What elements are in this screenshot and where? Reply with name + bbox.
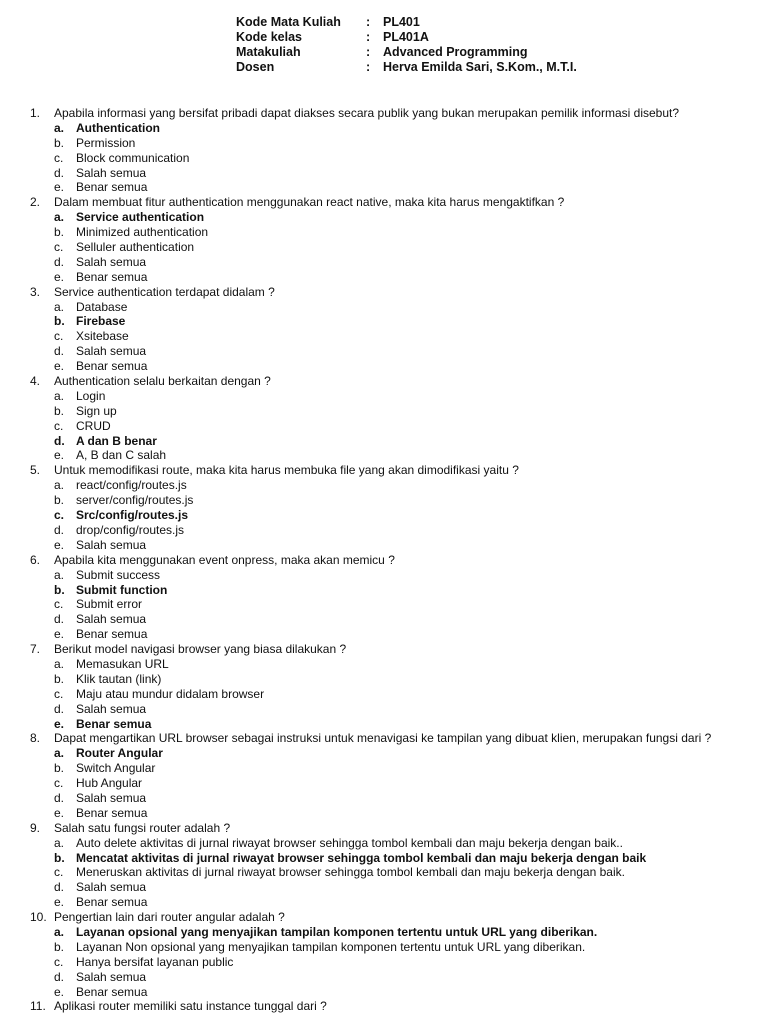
answer-option: [30, 151, 760, 166]
option-text: Salah semua: [76, 254, 147, 269]
option-text: Benar semua: [76, 627, 148, 642]
answer-option: [30, 940, 760, 955]
question-number: 4.: [30, 374, 41, 389]
question-number: 2.: [30, 195, 41, 210]
option-letter: a.: [54, 567, 65, 582]
option-text: Login: [76, 388, 106, 403]
option-text: CRUD: [76, 418, 111, 433]
answer-option: [30, 180, 760, 195]
question-number: 1.: [30, 106, 41, 120]
option-letter: e.: [54, 359, 65, 374]
answer-option: [30, 895, 760, 910]
answer-option: [30, 300, 760, 315]
answer-option: [30, 836, 760, 851]
answer-option: [30, 493, 760, 508]
header-value: Herva Emilda Sari, S.Kom., M.T.I.: [383, 60, 577, 74]
option-text: Selluler authentication: [76, 240, 195, 255]
option-letter: e.: [54, 716, 65, 731]
answer-option: [30, 448, 760, 463]
question-line: [30, 106, 760, 121]
option-letter: c.: [54, 418, 64, 433]
question-text: Service authentication terdapat didalam ?: [54, 284, 275, 299]
option-letter: d.: [54, 790, 65, 805]
option-letter: a.: [54, 656, 65, 671]
answer-option: [30, 568, 760, 583]
header-row-course-name: [236, 45, 716, 60]
question-text: Authentication selalu berkaitan dengan ?: [54, 374, 271, 389]
option-letter: d.: [54, 969, 65, 984]
answer-option: [30, 702, 760, 717]
answer-option: [30, 344, 760, 359]
option-text: Layanan Non opsional yang menyajikan tampilan komponen tertentu untuk URL yang diberikan.: [76, 939, 586, 954]
option-letter: c.: [54, 240, 64, 255]
option-text: Submit success: [76, 567, 161, 582]
question-text: Untuk memodifikasi route, maka kita harus membuka file yang akan dimodifikasi yaitu ?: [54, 463, 519, 478]
header-row-lecturer: [236, 60, 716, 75]
option-letter: c.: [54, 776, 64, 791]
option-letter: a.: [54, 746, 65, 761]
header-value: Advanced Programming: [383, 45, 528, 59]
answer-option-correct: [30, 314, 760, 329]
answer-option: [30, 791, 760, 806]
answer-option-correct: [30, 746, 760, 761]
option-letter: d.: [54, 165, 65, 180]
option-letter: e.: [54, 448, 65, 463]
question-number: 8.: [30, 731, 41, 746]
question-number: 5.: [30, 463, 41, 478]
question-text: Apabila informasi yang bersifat pribadi dapat diakses secara publik yang bukan merupakan pemilik informasi disebut?: [54, 106, 680, 120]
option-text: Klik tautan (link): [76, 671, 162, 686]
option-letter: b.: [54, 671, 65, 686]
answer-option: [30, 359, 760, 374]
option-letter: d.: [54, 344, 65, 359]
question-line: [30, 195, 760, 210]
answer-option: [30, 672, 760, 687]
option-letter: d.: [54, 254, 65, 269]
answer-option: [30, 136, 760, 151]
option-text: Service authentication: [76, 210, 205, 225]
option-letter: e.: [54, 805, 65, 820]
option-text: Xsitebase: [76, 329, 129, 344]
answer-option-correct: [30, 583, 760, 598]
option-letter: a.: [54, 478, 65, 493]
question-item: [30, 553, 760, 642]
answer-option: [30, 627, 760, 642]
question-item: [30, 642, 760, 731]
question-text: Dalam membuat fitur authentication menggunakan react native, maka kita harus mengaktifkan ?: [54, 195, 565, 210]
answer-option: [30, 865, 760, 880]
answer-option: [30, 404, 760, 419]
option-letter: b.: [54, 850, 65, 865]
option-text: A, B dan C salah: [76, 448, 167, 463]
option-text: Salah semua: [76, 880, 147, 895]
question-number: 11.: [30, 999, 46, 1014]
header-colon: :: [366, 45, 371, 59]
option-text: A dan B benar: [76, 433, 157, 448]
option-letter: c.: [54, 150, 64, 165]
question-text: Berikut model navigasi browser yang biasa dilakukan ?: [54, 642, 347, 657]
question-line: [30, 553, 760, 568]
option-text: Salah semua: [76, 165, 147, 180]
option-text: Salah semua: [76, 537, 147, 552]
question-line: [30, 999, 760, 1014]
question-item: [30, 463, 760, 552]
answer-option-correct: [30, 925, 760, 940]
option-text: Hub Angular: [76, 776, 143, 791]
option-letter: d.: [54, 433, 65, 448]
option-letter: d.: [54, 612, 65, 627]
option-text: Permission: [76, 135, 136, 150]
answer-option: [30, 597, 760, 612]
answer-option: [30, 985, 760, 1000]
option-letter: e.: [54, 984, 65, 999]
option-letter: e.: [54, 895, 65, 910]
option-text: Firebase: [76, 314, 126, 329]
question-number: 10.: [30, 910, 47, 925]
answer-option-correct: [30, 851, 760, 866]
option-text: Salah semua: [76, 344, 147, 359]
option-letter: a.: [54, 924, 65, 939]
option-text: Memasukan URL: [76, 656, 169, 671]
question-line: [30, 642, 760, 657]
option-text: Benar semua: [76, 716, 152, 731]
option-text: Salah semua: [76, 790, 147, 805]
option-text: Database: [76, 299, 128, 314]
option-letter: a.: [54, 120, 65, 135]
option-text: Benar semua: [76, 805, 148, 820]
option-letter: c.: [54, 954, 64, 969]
answer-option-correct: [30, 210, 760, 225]
answer-option: [30, 225, 760, 240]
option-letter: c.: [54, 865, 64, 880]
answer-option: [30, 955, 760, 970]
option-letter: b.: [54, 493, 65, 508]
question-item: [30, 731, 760, 820]
question-text: Aplikasi router memiliki satu instance tunggal dari ?: [54, 999, 327, 1014]
header-value: PL401: [383, 15, 420, 29]
question-text: Salah satu fungsi router adalah ?: [54, 820, 231, 835]
option-letter: b.: [54, 939, 65, 954]
option-letter: e.: [54, 269, 65, 284]
answer-option: [30, 478, 760, 493]
question-item: [30, 285, 760, 374]
answer-option: [30, 761, 760, 776]
header-label: Dosen: [236, 60, 275, 74]
header-row-course-code: [236, 15, 716, 30]
option-letter: d.: [54, 522, 65, 537]
question-text: Dapat mengartikan URL browser sebagai instruksi untuk menavigasi ke tampilan yang dibuat klien, merupakan fungsi dari ?: [54, 731, 712, 746]
option-text: Salah semua: [76, 701, 147, 716]
option-text: Salah semua: [76, 612, 147, 627]
answer-option-correct: [30, 717, 760, 732]
option-letter: e.: [54, 537, 65, 552]
question-number: 6.: [30, 552, 41, 567]
answer-option: [30, 538, 760, 553]
question-line: [30, 463, 760, 478]
question-list: [30, 106, 760, 1014]
question-line: [30, 731, 760, 746]
option-text: Block communication: [76, 150, 190, 165]
option-letter: c.: [54, 508, 65, 523]
question-number: 3.: [30, 284, 41, 299]
header-row-class-code: [236, 30, 716, 45]
header-colon: :: [366, 60, 371, 74]
answer-option: [30, 612, 760, 627]
option-letter: b.: [54, 403, 65, 418]
option-text: Benar semua: [76, 359, 148, 374]
option-letter: a.: [54, 210, 65, 225]
header-label: Kode kelas: [236, 30, 303, 44]
header-colon: :: [366, 30, 371, 44]
question-text: Pengertian lain dari router angular adalah ?: [54, 910, 285, 925]
question-item: [30, 374, 760, 463]
question-line: [30, 285, 760, 300]
answer-option: [30, 970, 760, 985]
answer-option: [30, 880, 760, 895]
option-letter: b.: [54, 582, 65, 597]
question-number: 9.: [30, 820, 41, 835]
answer-option: [30, 240, 760, 255]
question-item: [30, 195, 760, 284]
header-value: PL401A: [383, 30, 429, 44]
answer-option: [30, 687, 760, 702]
option-text: Submit function: [76, 582, 168, 597]
question-text: Apabila kita menggunakan event onpress, maka akan memicu ?: [54, 552, 395, 567]
option-text: Benar semua: [76, 269, 148, 284]
option-letter: b.: [54, 135, 65, 150]
option-text: Auto delete aktivitas di jurnal riwayat browser sehingga tombol kembali dan maju bekerja dengan baik..: [76, 835, 623, 850]
question-line: [30, 374, 760, 389]
option-letter: a.: [54, 388, 65, 403]
option-letter: e.: [54, 180, 65, 195]
answer-option: [30, 523, 760, 538]
question-line: [30, 910, 760, 925]
option-letter: a.: [54, 299, 65, 314]
question-number: 7.: [30, 642, 41, 657]
option-letter: c.: [54, 597, 64, 612]
option-text: Layanan opsional yang menyajikan tampilan komponen tertentu untuk URL yang diberikan.: [76, 924, 598, 939]
option-text: Meneruskan aktivitas di jurnal riwayat browser sehingga tombol kembali dan maju bekerja dengan baik.: [76, 865, 625, 880]
option-letter: d.: [54, 701, 65, 716]
option-letter: b.: [54, 761, 65, 776]
option-text: Hanya bersifat layanan public: [76, 954, 234, 969]
option-letter: b.: [54, 314, 65, 329]
course-header: [236, 15, 716, 75]
option-letter: e.: [54, 627, 65, 642]
answer-option: [30, 806, 760, 821]
option-text: Sign up: [76, 403, 117, 418]
answer-option: [30, 389, 760, 404]
option-text: Router Angular: [76, 746, 163, 761]
option-text: react/config/routes.js: [76, 478, 187, 493]
option-letter: b.: [54, 225, 65, 240]
answer-option-correct: [30, 508, 760, 523]
answer-option: [30, 776, 760, 791]
option-text: server/config/routes.js: [76, 493, 194, 508]
answer-option: [30, 657, 760, 672]
option-letter: d.: [54, 880, 65, 895]
option-text: Switch Angular: [76, 761, 156, 776]
question-line: [30, 821, 760, 836]
option-text: Salah semua: [76, 969, 147, 984]
option-text: Benar semua: [76, 984, 148, 999]
question-item: [30, 910, 760, 999]
option-text: Authentication: [76, 120, 160, 135]
answer-option: [30, 255, 760, 270]
question-item: [30, 106, 760, 195]
option-letter: c.: [54, 329, 64, 344]
header-label: Kode Mata Kuliah: [236, 15, 341, 29]
header-label: Matakuliah: [236, 45, 301, 59]
option-text: drop/config/routes.js: [76, 522, 185, 537]
option-text: Benar semua: [76, 895, 148, 910]
option-letter: c.: [54, 686, 64, 701]
answer-option: [30, 329, 760, 344]
header-colon: :: [366, 15, 371, 29]
answer-option: [30, 270, 760, 285]
answer-option-correct: [30, 434, 760, 449]
question-item: [30, 999, 760, 1014]
option-text: Src/config/routes.js: [76, 508, 189, 523]
answer-option: [30, 419, 760, 434]
question-item: [30, 821, 760, 910]
option-text: Maju atau mundur didalam browser: [76, 686, 265, 701]
option-text: Minimized authentication: [76, 225, 209, 240]
option-letter: a.: [54, 835, 65, 850]
answer-option: [30, 166, 760, 181]
answer-option-correct: [30, 121, 760, 136]
option-text: Submit error: [76, 597, 143, 612]
option-text: Mencatat aktivitas di jurnal riwayat browser sehingga tombol kembali dan maju bekerja dengan baik: [76, 850, 647, 865]
option-text: Benar semua: [76, 180, 148, 195]
